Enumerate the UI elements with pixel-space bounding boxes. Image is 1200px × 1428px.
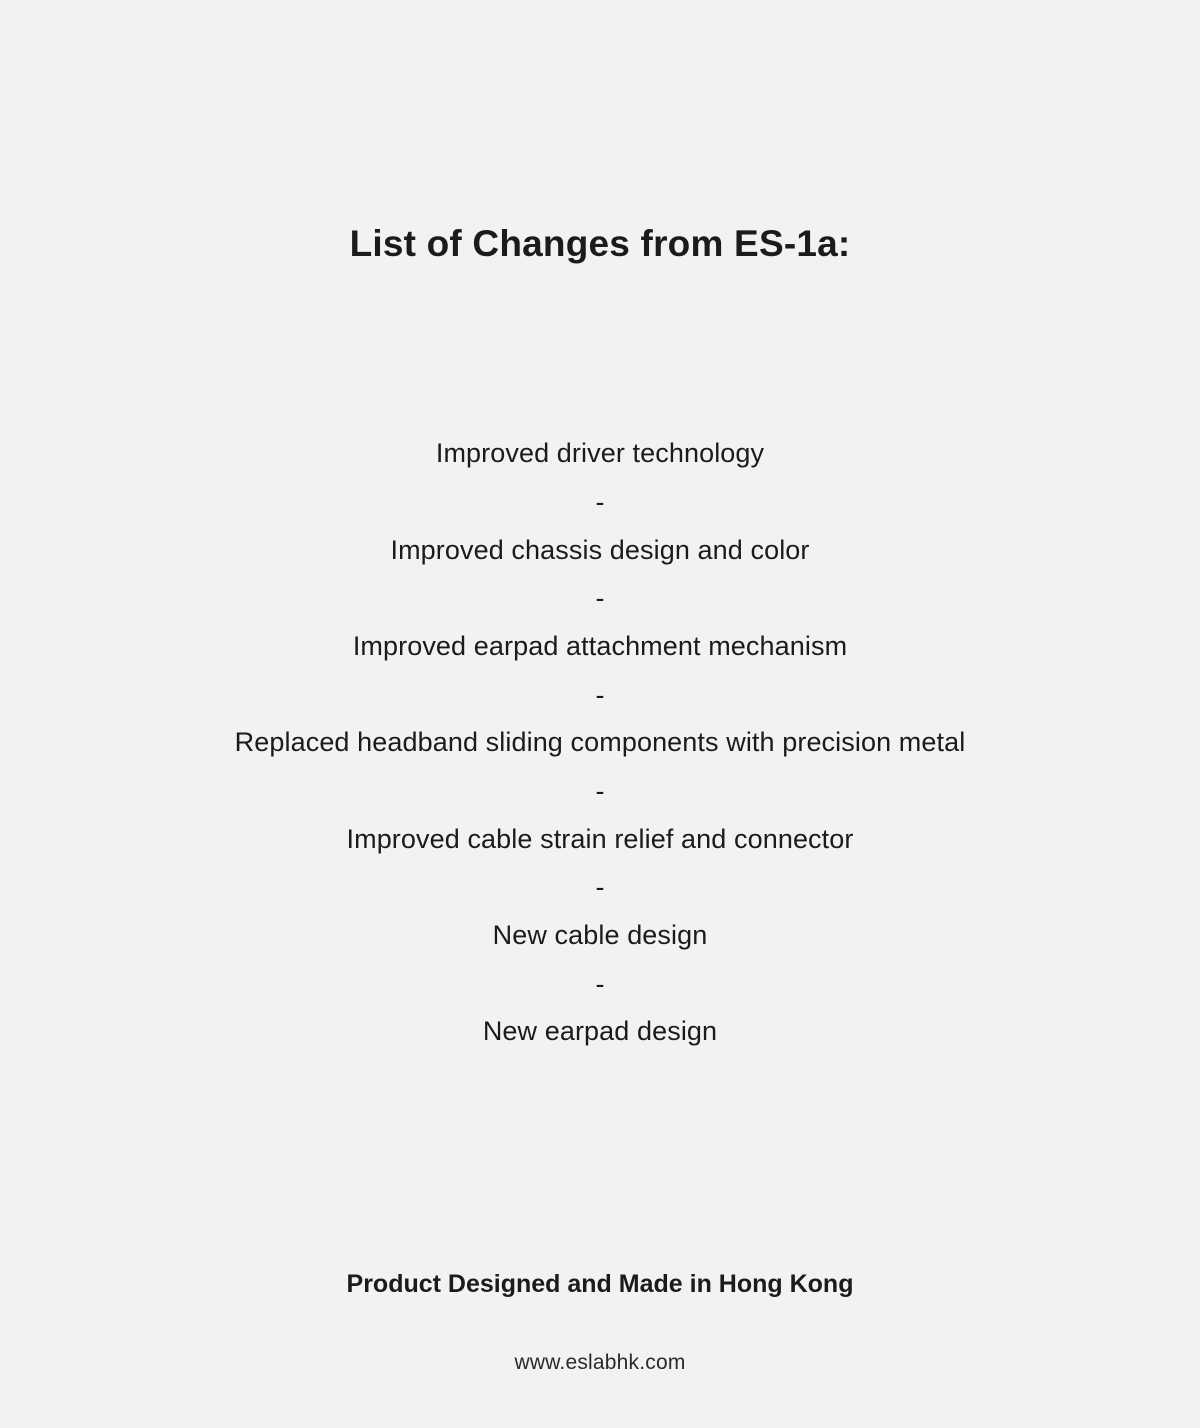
list-separator: -	[595, 583, 605, 614]
list-item: New cable design	[492, 920, 708, 951]
list-separator: -	[595, 872, 605, 903]
list-item: New earpad design	[482, 1016, 718, 1047]
page-title: List of Changes from ES-1a:	[349, 223, 851, 264]
list-separator: -	[595, 486, 605, 517]
list-item: Replaced headband sliding components with precision metal	[234, 727, 966, 758]
website-url: www.eslabhk.com	[514, 1351, 686, 1374]
changes-list	[0, 439, 1200, 1047]
list-item: Improved earpad attachment mechanism	[352, 630, 848, 661]
list-separator: -	[595, 679, 605, 710]
list-item: Improved driver technology	[435, 438, 765, 469]
page-footer	[0, 1270, 1200, 1428]
list-item: Improved cable strain relief and connector	[346, 823, 854, 854]
list-item: Improved chassis design and color	[390, 534, 810, 565]
list-separator: -	[595, 775, 605, 806]
list-separator: -	[595, 968, 605, 999]
origin-statement: Product Designed and Made in Hong Kong	[346, 1270, 854, 1298]
